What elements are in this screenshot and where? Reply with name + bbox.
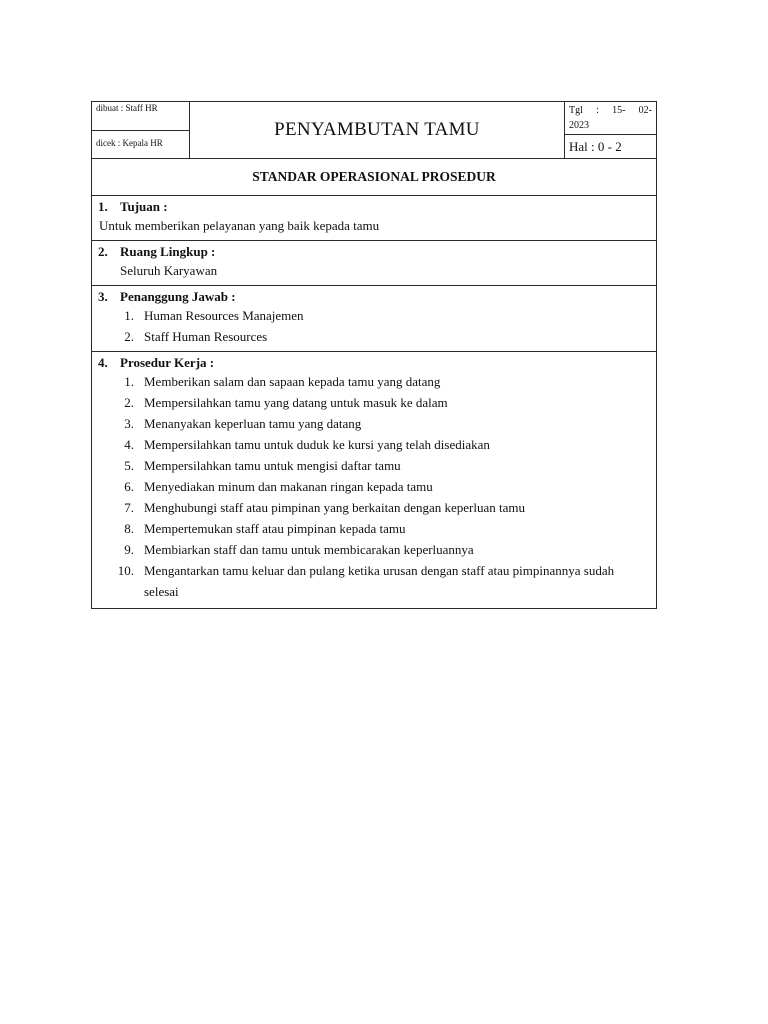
item-text: Mempersilahkan tamu yang datang untuk masuk ke dalam <box>144 395 448 410</box>
list-item <box>92 434 656 455</box>
item-number: 6. <box>124 479 134 494</box>
item-text: Membiarkan staff dan tamu untuk membicarakan keperluannya <box>144 542 474 557</box>
section-title: Penanggung Jawab : <box>120 289 236 304</box>
section-number: 3. <box>98 289 108 304</box>
item-text: Menghubungi staff atau pimpinan yang berkaitan dengan keperluan tamu <box>144 500 525 515</box>
item-number: 5. <box>124 458 134 473</box>
section-heading <box>92 243 656 260</box>
sop-title: STANDAR OPERASIONAL PROSEDUR <box>92 159 656 196</box>
section-text: Untuk memberikan pelayanan yang baik kepada tamu <box>99 218 380 233</box>
date-label: Tgl <box>569 105 583 116</box>
author-block <box>92 102 190 158</box>
document-title: PENYAMBUTAN TAMU <box>190 102 565 158</box>
section-title: Prosedur Kerja : <box>120 355 215 370</box>
document-header <box>92 102 656 159</box>
section-procedure <box>92 352 656 608</box>
list-item <box>92 392 656 413</box>
item-number: 2. <box>124 395 134 410</box>
procedure-list <box>92 371 656 602</box>
item-number: 7. <box>124 500 134 515</box>
item-text: Menanyakan keperluan tamu yang datang <box>144 416 362 431</box>
item-text: Mengantarkan tamu keluar dan pulang ketika urusan dengan staff atau pimpinannya sudah selesai <box>144 563 615 599</box>
page-number: Hal : 0 - 2 <box>565 134 656 158</box>
item-number: 9. <box>124 542 134 557</box>
list-item <box>92 476 656 497</box>
section-heading <box>92 354 656 371</box>
list-item <box>92 539 656 560</box>
responsibility-list <box>92 305 656 347</box>
section-heading <box>92 288 656 305</box>
meta-block <box>565 102 656 158</box>
item-number: 1. <box>124 374 134 389</box>
date-cell <box>565 102 656 134</box>
item-text: Human Resources Manajemen <box>144 308 304 323</box>
made-by: dibuat : Staff HR <box>96 103 158 113</box>
date-day: 15- <box>612 105 626 116</box>
item-number: 4. <box>124 437 134 452</box>
section-purpose <box>92 196 656 241</box>
list-item <box>92 497 656 518</box>
sop-document <box>91 101 657 609</box>
section-number: 2. <box>98 244 108 259</box>
list-item <box>92 518 656 539</box>
list-item <box>92 560 656 602</box>
item-text: Staff Human Resources <box>144 329 268 344</box>
item-number: 3. <box>124 416 134 431</box>
date-month: 02- <box>638 105 652 116</box>
section-scope <box>92 241 656 286</box>
item-text: Mempersilahkan tamu untuk duduk ke kursi yang telah disediakan <box>144 437 490 452</box>
date-separator: : <box>596 105 599 116</box>
date-year: 2023 <box>569 120 589 131</box>
section-text: Seluruh Karyawan <box>120 263 218 278</box>
section-responsibility <box>92 286 656 352</box>
item-text: Mempertemukan staff atau pimpinan kepada tamu <box>144 521 406 536</box>
list-item <box>92 305 656 326</box>
list-item <box>92 413 656 434</box>
item-number: 10. <box>117 563 134 578</box>
list-item <box>92 371 656 392</box>
section-title: Tujuan : <box>120 199 168 214</box>
item-text: Menyediakan minum dan makanan ringan kepada tamu <box>144 479 433 494</box>
section-title: Ruang Lingkup : <box>120 244 216 259</box>
item-number: 8. <box>124 521 134 536</box>
list-item <box>92 326 656 347</box>
section-number: 1. <box>98 199 108 214</box>
item-text: Memberikan salam dan sapaan kepada tamu yang datang <box>144 374 441 389</box>
item-number: 2. <box>124 329 134 344</box>
section-heading <box>92 198 656 215</box>
list-item <box>92 455 656 476</box>
item-text: Mempersilahkan tamu untuk mengisi daftar tamu <box>144 458 401 473</box>
item-number: 1. <box>124 308 134 323</box>
checked-by: dicek : Kepala HR <box>92 130 189 157</box>
section-number: 4. <box>98 355 108 370</box>
